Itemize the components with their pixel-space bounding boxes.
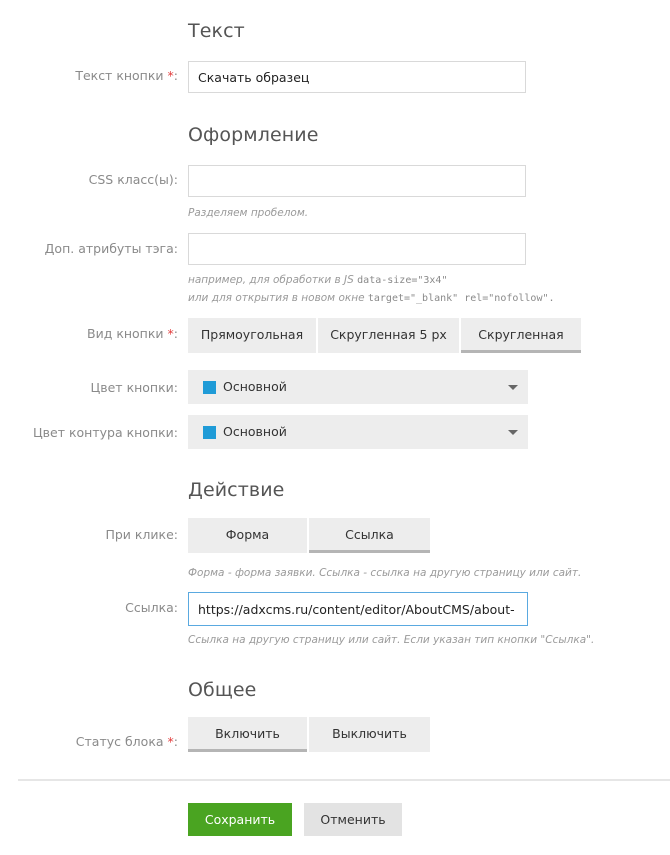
css-class-hint: Разделяем пробелом.: [188, 207, 309, 219]
block-status-option-disable[interactable]: Выключить: [309, 717, 430, 752]
link-input[interactable]: [188, 592, 528, 626]
tag-attrs-label: Доп. атрибуты тэга:: [44, 241, 178, 256]
tag-attrs-input[interactable]: [188, 233, 526, 265]
hint-text: или для открытия в новом окне: [188, 292, 365, 304]
color-swatch: [203, 381, 216, 394]
css-class-label: CSS класс(ы):: [88, 172, 178, 187]
button-type-option-rect[interactable]: Прямоугольная: [188, 318, 316, 353]
section-title-design: Оформление: [188, 124, 319, 146]
section-title-general: Общее: [188, 679, 257, 701]
border-color-label: Цвет контура кнопки:: [32, 425, 178, 440]
required-mark: *: [167, 326, 174, 341]
block-status-label: Статус блока *:: [75, 734, 178, 749]
link-label: Ссылка:: [125, 600, 178, 615]
on-click-option-form[interactable]: Форма: [188, 518, 307, 553]
link-hint: Ссылка на другую страницу или сайт. Если указан тип кнопки "Ссылка".: [188, 634, 595, 646]
button-text-input[interactable]: [188, 61, 526, 93]
button-type-option-rounded[interactable]: Скругленная: [461, 318, 581, 353]
on-click-label: При клике:: [105, 527, 178, 542]
tag-attrs-hint-line2: [188, 292, 555, 304]
border-color-select[interactable]: [188, 415, 528, 449]
button-type-label-text: Вид кнопки: [87, 326, 164, 341]
hint-code: target="_blank" rel="nofollow".: [367, 293, 555, 304]
block-status-selector: [188, 717, 432, 752]
save-button[interactable]: Сохранить: [188, 803, 292, 836]
required-mark: *: [167, 68, 174, 83]
section-title-action: Действие: [188, 479, 285, 501]
button-text-label-text: Текст кнопки: [75, 68, 164, 83]
on-click-selector: [188, 518, 432, 553]
on-click-hint: Форма - форма заявки. Ссылка - ссылка на другую страницу или сайт.: [188, 567, 582, 579]
button-color-value: Основной: [223, 379, 287, 394]
chevron-down-icon: [508, 430, 518, 435]
cancel-button[interactable]: Отменить: [304, 803, 402, 836]
section-title-text: Текст: [188, 20, 245, 42]
chevron-down-icon: [508, 385, 518, 390]
button-type-option-rounded5[interactable]: Скругленная 5 px: [318, 318, 459, 353]
tag-attrs-hint-line1: [188, 274, 447, 286]
block-status-label-text: Статус блока: [75, 734, 164, 749]
hint-text: например, для обработки в JS: [188, 274, 354, 286]
on-click-option-link[interactable]: Ссылка: [309, 518, 430, 553]
block-status-option-enable[interactable]: Включить: [188, 717, 307, 752]
border-color-value: Основной: [223, 424, 287, 439]
form-divider: [18, 779, 670, 781]
color-swatch: [203, 426, 216, 439]
css-class-input[interactable]: [188, 165, 526, 197]
button-type-label: Вид кнопки *:: [87, 326, 178, 341]
button-type-selector: [188, 318, 583, 353]
required-mark: *: [167, 734, 174, 749]
button-color-label: Цвет кнопки:: [90, 380, 178, 395]
button-color-select[interactable]: [188, 370, 528, 404]
button-text-label: Текст кнопки *:: [75, 68, 178, 83]
hint-code: data-size="3x4": [357, 275, 448, 286]
